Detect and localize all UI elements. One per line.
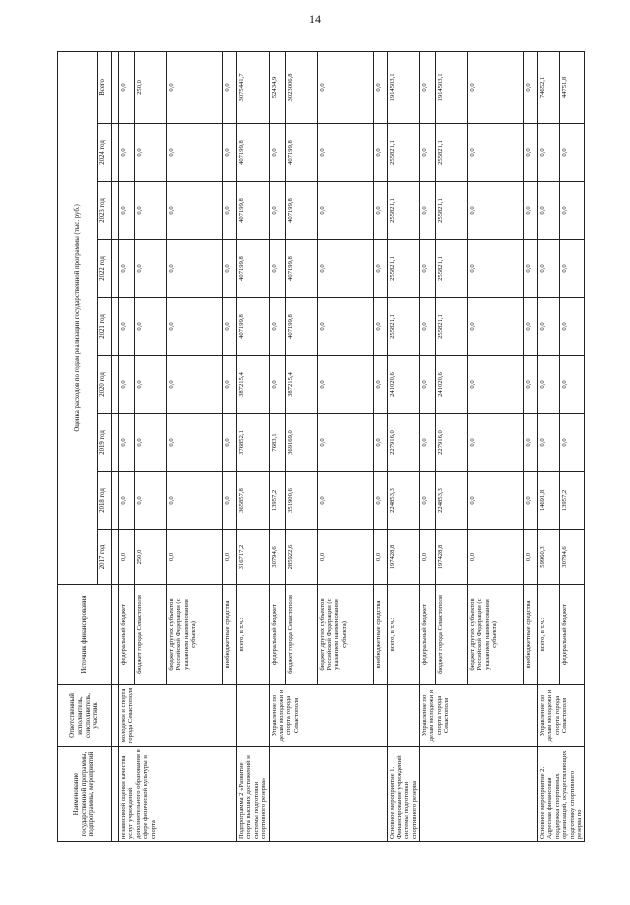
year-value-cell: 407199,8	[237, 240, 270, 298]
funding-source-cell: всего, в т.ч.:	[538, 585, 560, 685]
year-value-cell: 0,0	[560, 414, 585, 472]
total-value-cell: 0,0	[317, 51, 373, 123]
header-group: Оценка расходов по годам реализации государственной программы (тыс. руб.)	[58, 51, 98, 584]
year-value-cell: 255821,1	[436, 182, 468, 240]
header-year: 2017 год	[98, 530, 112, 585]
year-value-cell: 0,0	[119, 240, 135, 298]
funding-source-cell: федеральный бюджет	[269, 585, 285, 685]
year-value-cell: 0,0	[524, 356, 538, 414]
funding-source-cell: федеральный бюджет	[420, 585, 436, 685]
year-value-cell: 0,0	[119, 182, 135, 240]
total-value-cell: 44751,8	[560, 51, 585, 123]
year-value-cell: 0,0	[560, 240, 585, 298]
year-value-cell: 0,0	[269, 298, 285, 356]
year-value-cell: 407199,8	[237, 298, 270, 356]
table-row	[237, 51, 270, 841]
year-value-cell: 0,0	[420, 530, 436, 585]
year-value-cell: 0,0	[524, 414, 538, 472]
year-value-cell: 30794,6	[560, 530, 585, 585]
header-year: 2023 год	[98, 182, 112, 240]
year-value-cell: 387215,4	[237, 356, 270, 414]
year-value-cell: 0,0	[223, 298, 237, 356]
year-value-cell: 0,0	[167, 298, 223, 356]
year-value-cell: 0,0	[317, 182, 373, 240]
year-value-cell: 0,0	[167, 530, 223, 585]
total-value-cell: 250,0	[135, 51, 167, 123]
year-value-cell: 0,0	[223, 472, 237, 530]
year-value-cell: 0,0	[524, 472, 538, 530]
year-value-cell: 0,0	[223, 182, 237, 240]
year-value-cell: 0,0	[167, 182, 223, 240]
year-value-cell: 0,0	[524, 298, 538, 356]
year-value-cell: 0,0	[119, 356, 135, 414]
year-value-cell: 0,0	[420, 414, 436, 472]
year-value-cell: 0,0	[119, 414, 135, 472]
year-value-cell: 0,0	[468, 414, 524, 472]
year-value-cell: 0,0	[373, 414, 387, 472]
year-value-cell: 0,0	[373, 298, 387, 356]
year-value-cell: 0,0	[420, 240, 436, 298]
year-value-cell: 0,0	[119, 530, 135, 585]
year-value-cell: 351900,6	[285, 472, 317, 530]
year-value-cell: 0,0	[119, 472, 135, 530]
year-value-cell: 255821,1	[436, 298, 468, 356]
funding-source-cell: бюджет других субъектов Российской Федерации (с указанием наименования субъекта)	[167, 585, 223, 685]
year-value-cell: 13957,2	[560, 472, 585, 530]
year-value-cell: 0,0	[135, 472, 167, 530]
executor-cell	[387, 685, 420, 747]
year-value-cell: 0,0	[538, 298, 560, 356]
header-year: 2021 год	[98, 298, 112, 356]
year-value-cell: 224853,3	[436, 472, 468, 530]
year-value-cell: 0,0	[317, 124, 373, 182]
total-value-cell: 3023006,8	[285, 51, 317, 123]
year-value-cell: 0,0	[135, 124, 167, 182]
year-value-cell: 0,0	[167, 124, 223, 182]
year-value-cell: 0,0	[135, 298, 167, 356]
header-year: 2024 год	[98, 124, 112, 182]
program-name-cell: Подпрограмма 2 «Развитие спорта высших достижений и системы подготовки спортивного резерва»	[237, 747, 270, 842]
year-value-cell: 0,0	[269, 182, 285, 240]
year-value-cell: 0,0	[135, 182, 167, 240]
total-value-cell: 0,0	[524, 51, 538, 123]
header-year: 2022 год	[98, 240, 112, 298]
year-value-cell: 0,0	[468, 124, 524, 182]
year-value-cell: 285922,6	[285, 530, 317, 585]
program-name-cell: независимой оценки качества услуг учреждений дополнительного образования в сфере физической культуры и спорта	[119, 747, 237, 842]
year-value-cell: 0,0	[373, 356, 387, 414]
year-value-cell: 0,0	[167, 414, 223, 472]
year-value-cell: 0,0	[317, 414, 373, 472]
year-value-cell: 376852,1	[237, 414, 270, 472]
year-value-cell: 255821,1	[387, 182, 420, 240]
year-value-cell: 0,0	[317, 530, 373, 585]
year-value-cell: 227916,0	[387, 414, 420, 472]
year-value-cell: 0,0	[420, 472, 436, 530]
funding-source-cell: федеральный бюджет	[119, 585, 135, 685]
year-value-cell: 0,0	[468, 530, 524, 585]
year-value-cell: 255821,1	[436, 240, 468, 298]
year-value-cell: 0,0	[373, 182, 387, 240]
header-program: Наименование государственной программы, подпрограммы, мероприятий	[58, 747, 112, 842]
funding-source-cell: бюджет города Севастополя	[436, 585, 468, 685]
year-value-cell: 0,0	[223, 530, 237, 585]
header-source: Источник финансирования	[58, 585, 112, 685]
year-value-cell: 0,0	[420, 356, 436, 414]
executor-cell: Управление по делам молодежи и спорта города Севастополя	[269, 685, 387, 747]
year-value-cell: 316717,2	[237, 530, 270, 585]
year-value-cell: 227916,0	[436, 414, 468, 472]
year-value-cell: 0,0	[373, 240, 387, 298]
year-value-cell: 0,0	[468, 298, 524, 356]
executor-cell: Управление по делам молодежи и спорта города Севастополя	[538, 685, 585, 747]
year-value-cell: 407199,8	[285, 240, 317, 298]
funding-source-cell: бюджет других субъектов Российской Федерации (с указанием наименования субъекта)	[317, 585, 373, 685]
year-value-cell: 13957,2	[269, 472, 285, 530]
year-value-cell: 0,0	[524, 124, 538, 182]
year-value-cell: 0,0	[269, 240, 285, 298]
year-value-cell: 0,0	[538, 240, 560, 298]
page-number: 14	[309, 12, 321, 26]
year-value-cell: 250,0	[135, 530, 167, 585]
year-value-cell: 0,0	[468, 240, 524, 298]
year-value-cell: 407199,8	[237, 124, 270, 182]
year-value-cell: 0,0	[468, 356, 524, 414]
year-value-cell: 0,0	[373, 472, 387, 530]
year-value-cell: 14691,8	[538, 472, 560, 530]
funding-source-cell: внебюджетные средства	[524, 585, 538, 685]
year-value-cell: 241020,6	[387, 356, 420, 414]
year-value-cell: 0,0	[560, 356, 585, 414]
table-row	[538, 51, 560, 841]
year-value-cell: 0,0	[269, 124, 285, 182]
year-value-cell: 241020,6	[436, 356, 468, 414]
total-value-cell: 1914503,1	[387, 51, 420, 123]
program-name-cell: Основное мероприятие 1. Финансирование учреждений системы подготовки спортивного резерва	[387, 747, 420, 842]
total-value-cell: 0,0	[223, 51, 237, 123]
year-value-cell: 0,0	[524, 182, 538, 240]
year-value-cell: 30794,6	[269, 530, 285, 585]
year-value-cell: 0,0	[524, 530, 538, 585]
funding-source-cell: всего, в т.ч.:	[387, 585, 420, 685]
year-value-cell: 407199,8	[285, 182, 317, 240]
year-value-cell: 0,0	[223, 240, 237, 298]
year-value-cell: 224853,3	[387, 472, 420, 530]
year-value-cell: 255821,1	[387, 298, 420, 356]
year-value-cell: 255821,1	[436, 124, 468, 182]
header-total: Всего	[98, 51, 112, 123]
total-value-cell: 0,0	[167, 51, 223, 123]
funding-source-cell: всего, в т.ч.:	[237, 585, 270, 685]
table-row	[269, 51, 285, 841]
year-value-cell: 0,0	[538, 414, 560, 472]
program-name-cell	[420, 747, 538, 842]
funding-source-cell: бюджет города Севастополя	[135, 585, 167, 685]
year-value-cell: 369169,0	[285, 414, 317, 472]
year-value-cell: 0,0	[524, 240, 538, 298]
year-value-cell: 197428,8	[436, 530, 468, 585]
year-value-cell: 365857,8	[237, 472, 270, 530]
year-value-cell: 0,0	[269, 356, 285, 414]
year-value-cell: 0,0	[420, 124, 436, 182]
table-row	[119, 51, 135, 841]
year-value-cell: 59960,3	[538, 530, 560, 585]
year-value-cell: 0,0	[223, 414, 237, 472]
executor-cell: молодежи и спорта города Севастополя	[119, 685, 237, 747]
year-value-cell: 0,0	[538, 182, 560, 240]
year-value-cell: 387215,4	[285, 356, 317, 414]
year-value-cell: 197428,8	[387, 530, 420, 585]
executor-cell	[237, 685, 270, 747]
year-value-cell: 255821,1	[387, 240, 420, 298]
total-value-cell: 0,0	[468, 51, 524, 123]
total-value-cell: 52434,9	[269, 51, 285, 123]
budget-table	[57, 51, 585, 842]
rotated-table-container	[57, 52, 583, 842]
year-value-cell: 0,0	[223, 124, 237, 182]
header-executor: Ответственный исполнитель, соисполнитель, участник	[58, 685, 112, 747]
funding-source-cell: федеральный бюджет	[560, 585, 585, 685]
year-value-cell: 0,0	[317, 356, 373, 414]
year-value-cell: 0,0	[119, 298, 135, 356]
year-value-cell: 0,0	[560, 182, 585, 240]
header-year: 2018 год	[98, 472, 112, 530]
year-value-cell: 407199,8	[237, 182, 270, 240]
year-value-cell: 0,0	[420, 182, 436, 240]
year-value-cell: 0,0	[119, 124, 135, 182]
funding-source-cell: бюджет города Севастополя	[285, 585, 317, 685]
funding-source-cell: внебюджетные средства	[223, 585, 237, 685]
table-row	[420, 51, 436, 841]
year-value-cell: 0,0	[135, 414, 167, 472]
year-value-cell: 0,0	[373, 124, 387, 182]
total-value-cell: 0,0	[420, 51, 436, 123]
year-value-cell: 0,0	[538, 356, 560, 414]
year-value-cell: 255821,1	[387, 124, 420, 182]
header-year: 2019 год	[98, 414, 112, 472]
total-value-cell: 1914503,1	[436, 51, 468, 123]
year-value-cell: 7683,1	[269, 414, 285, 472]
year-value-cell: 0,0	[223, 356, 237, 414]
year-value-cell: 0,0	[317, 472, 373, 530]
funding-source-cell: внебюджетные средства	[373, 585, 387, 685]
year-value-cell: 0,0	[167, 240, 223, 298]
total-value-cell: 3075441,7	[237, 51, 270, 123]
total-value-cell: 0,0	[373, 51, 387, 123]
program-name-cell	[269, 747, 387, 842]
program-name-cell: Основное мероприятие 2. Адресная финансовая поддержка спортивных организаций, осуществляющих подготовку спортивного резерва по	[538, 747, 585, 842]
year-value-cell: 0,0	[135, 240, 167, 298]
year-value-cell: 0,0	[317, 240, 373, 298]
year-value-cell: 0,0	[560, 298, 585, 356]
total-value-cell: 74652,1	[538, 51, 560, 123]
year-value-cell: 0,0	[373, 530, 387, 585]
year-value-cell: 0,0	[560, 124, 585, 182]
year-value-cell: 0,0	[167, 356, 223, 414]
year-value-cell: 0,0	[317, 298, 373, 356]
table-row	[387, 51, 420, 841]
year-value-cell: 0,0	[135, 356, 167, 414]
year-value-cell: 0,0	[538, 124, 560, 182]
year-value-cell: 0,0	[468, 472, 524, 530]
total-value-cell: 0,0	[119, 51, 135, 123]
executor-cell: Управление по делам молодежи и спорта города Севастополя	[420, 685, 538, 747]
table-body	[119, 51, 585, 841]
year-value-cell: 0,0	[420, 298, 436, 356]
header-year: 2020 год	[98, 356, 112, 414]
year-value-cell: 0,0	[468, 182, 524, 240]
year-value-cell: 0,0	[167, 472, 223, 530]
funding-source-cell: бюджет других субъектов Российской Федерации (с указанием наименования субъекта)	[468, 585, 524, 685]
year-value-cell: 407199,8	[285, 124, 317, 182]
year-value-cell: 407199,8	[285, 298, 317, 356]
